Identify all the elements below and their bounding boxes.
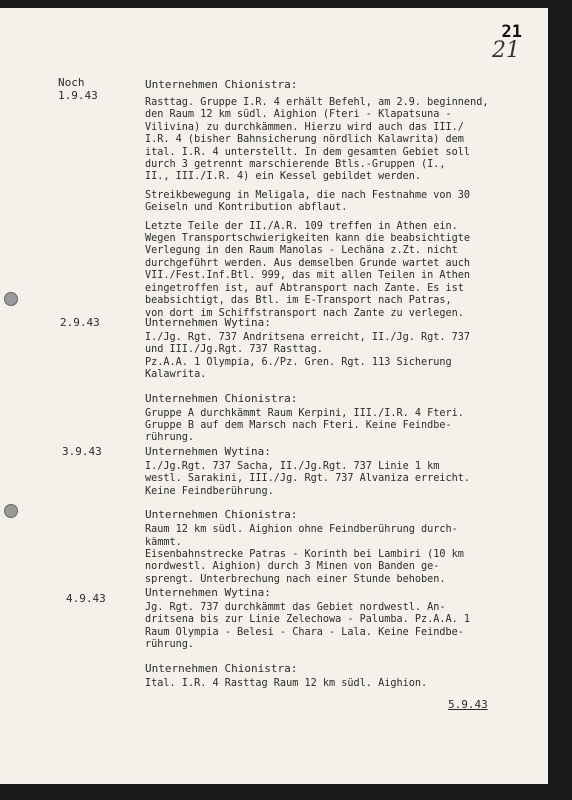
section-heading: Unternehmen Chionistra: [145,78,298,91]
entry-body [145,586,525,690]
paragraph: Jg. Rgt. 737 durchkämmt das Gebiet nordwestl. An- dritsena bis zur Linie Zelechowa - Palumba. Pz.A.A. 1 Raum Olympia - Belesi - Chara - Lala. Keine Feindbe- rührung. [145,602,471,651]
entry-body [145,78,525,320]
entry-body [145,445,525,586]
page-number: 21 [501,22,522,42]
paragraph: Raum 12 km südl. Aighion ohne Feindberührung durch- kämmt. Eisenbahnstrecke Patras - Korinth bei Lambiri (10 km nordwestl. Aighion) durch 3 Minen von Banden ge- sprengt. Unterbrechung nach einer Stunde behoben. [145,524,464,585]
punch-hole [4,504,18,518]
entry-date: 2.9.43 [60,316,100,329]
entry-date: 4.9.43 [66,592,106,605]
paragraph: Rasttag. Gruppe I.R. 4 erhält Befehl, am 2.9. beginnend, den Raum 12 km südl. Aighion (Fteri - Klapatsuna - Vilivina) zu durchkämmen. Hierzu wird auch das III./ I.R. 4 (bisher Bahnsicherung nördlich Kalawrita) dem ital. I.R. 4 unterstellt. In dem gesamten Gebiet soll durch 3 getrennt marschierende Btls.-Gruppen (I., II., III./I.R. 4) ein Kessel gebildet werden. [145,97,489,183]
paragraph: Letzte Teile der II./A.R. 109 treffen in Athen ein. Wegen Transportschwierigkeiten kann die beabsichtigte Verlegung in den Raum Manolas - Lechäna z.Zt. nicht durchgeführt werden. Aus demselben Grunde wartet auch VII./Fest.Inf.Btl. 999, das mit allen Teilen in Athen eingetroffen ist, auf Abtransport nach Zante. Es ist beabsichtigt, das Btl. im E-Transport nach Patras, von dort im Schiffstransport nach Zante zu verlegen. [145,220,471,319]
section-heading: Unternehmen Wytina: [145,445,271,458]
section-heading: Unternehmen Chionistra: [145,661,298,675]
section-heading: Unternehmen Chionistra: [145,391,298,405]
entry-date: Noch 1.9.43 [58,76,98,102]
document-page [0,8,548,784]
section-heading: Unternehmen Wytina: [145,586,271,599]
entry-date: 3.9.43 [62,445,102,458]
paragraph: Streikbewegung in Meligala, die nach Festnahme von 30 Geiseln und Kontribution abflaut. [145,189,471,214]
section-heading: Unternehmen Chionistra: [145,508,298,522]
paragraph: I./Jg. Rgt. 737 Andritsena erreicht, II./Jg. Rgt. 737 und III./Jg.Rgt. 737 Rasttag. Pz.A.A. 1 Olympia, 6./Pz. Gren. Rgt. 113 Sicherung Kalawrita. [145,332,471,381]
page-number-handwritten: 21 [492,38,520,63]
punch-hole [4,292,18,306]
paragraph: Gruppe A durchkämmt Raum Kerpini, III./I.R. 4 Fteri. Gruppe B auf dem Marsch nach Fteri. Keine Feindbe- rührung. [145,407,464,444]
section-heading: Unternehmen Wytina: [145,316,271,329]
paragraph: Ital. I.R. 4 Rasttag Raum 12 km südl. Aighion. [145,677,428,689]
continuation-date: 5.9.43 [448,698,488,711]
paragraph: I./Jg.Rgt. 737 Sacha, II./Jg.Rgt. 737 Linie 1 km westl. Sarakini, III./Jg. Rgt. 737 Alvaniza erreicht. Keine Feindberührung. [145,461,471,497]
entry-body [145,316,525,445]
